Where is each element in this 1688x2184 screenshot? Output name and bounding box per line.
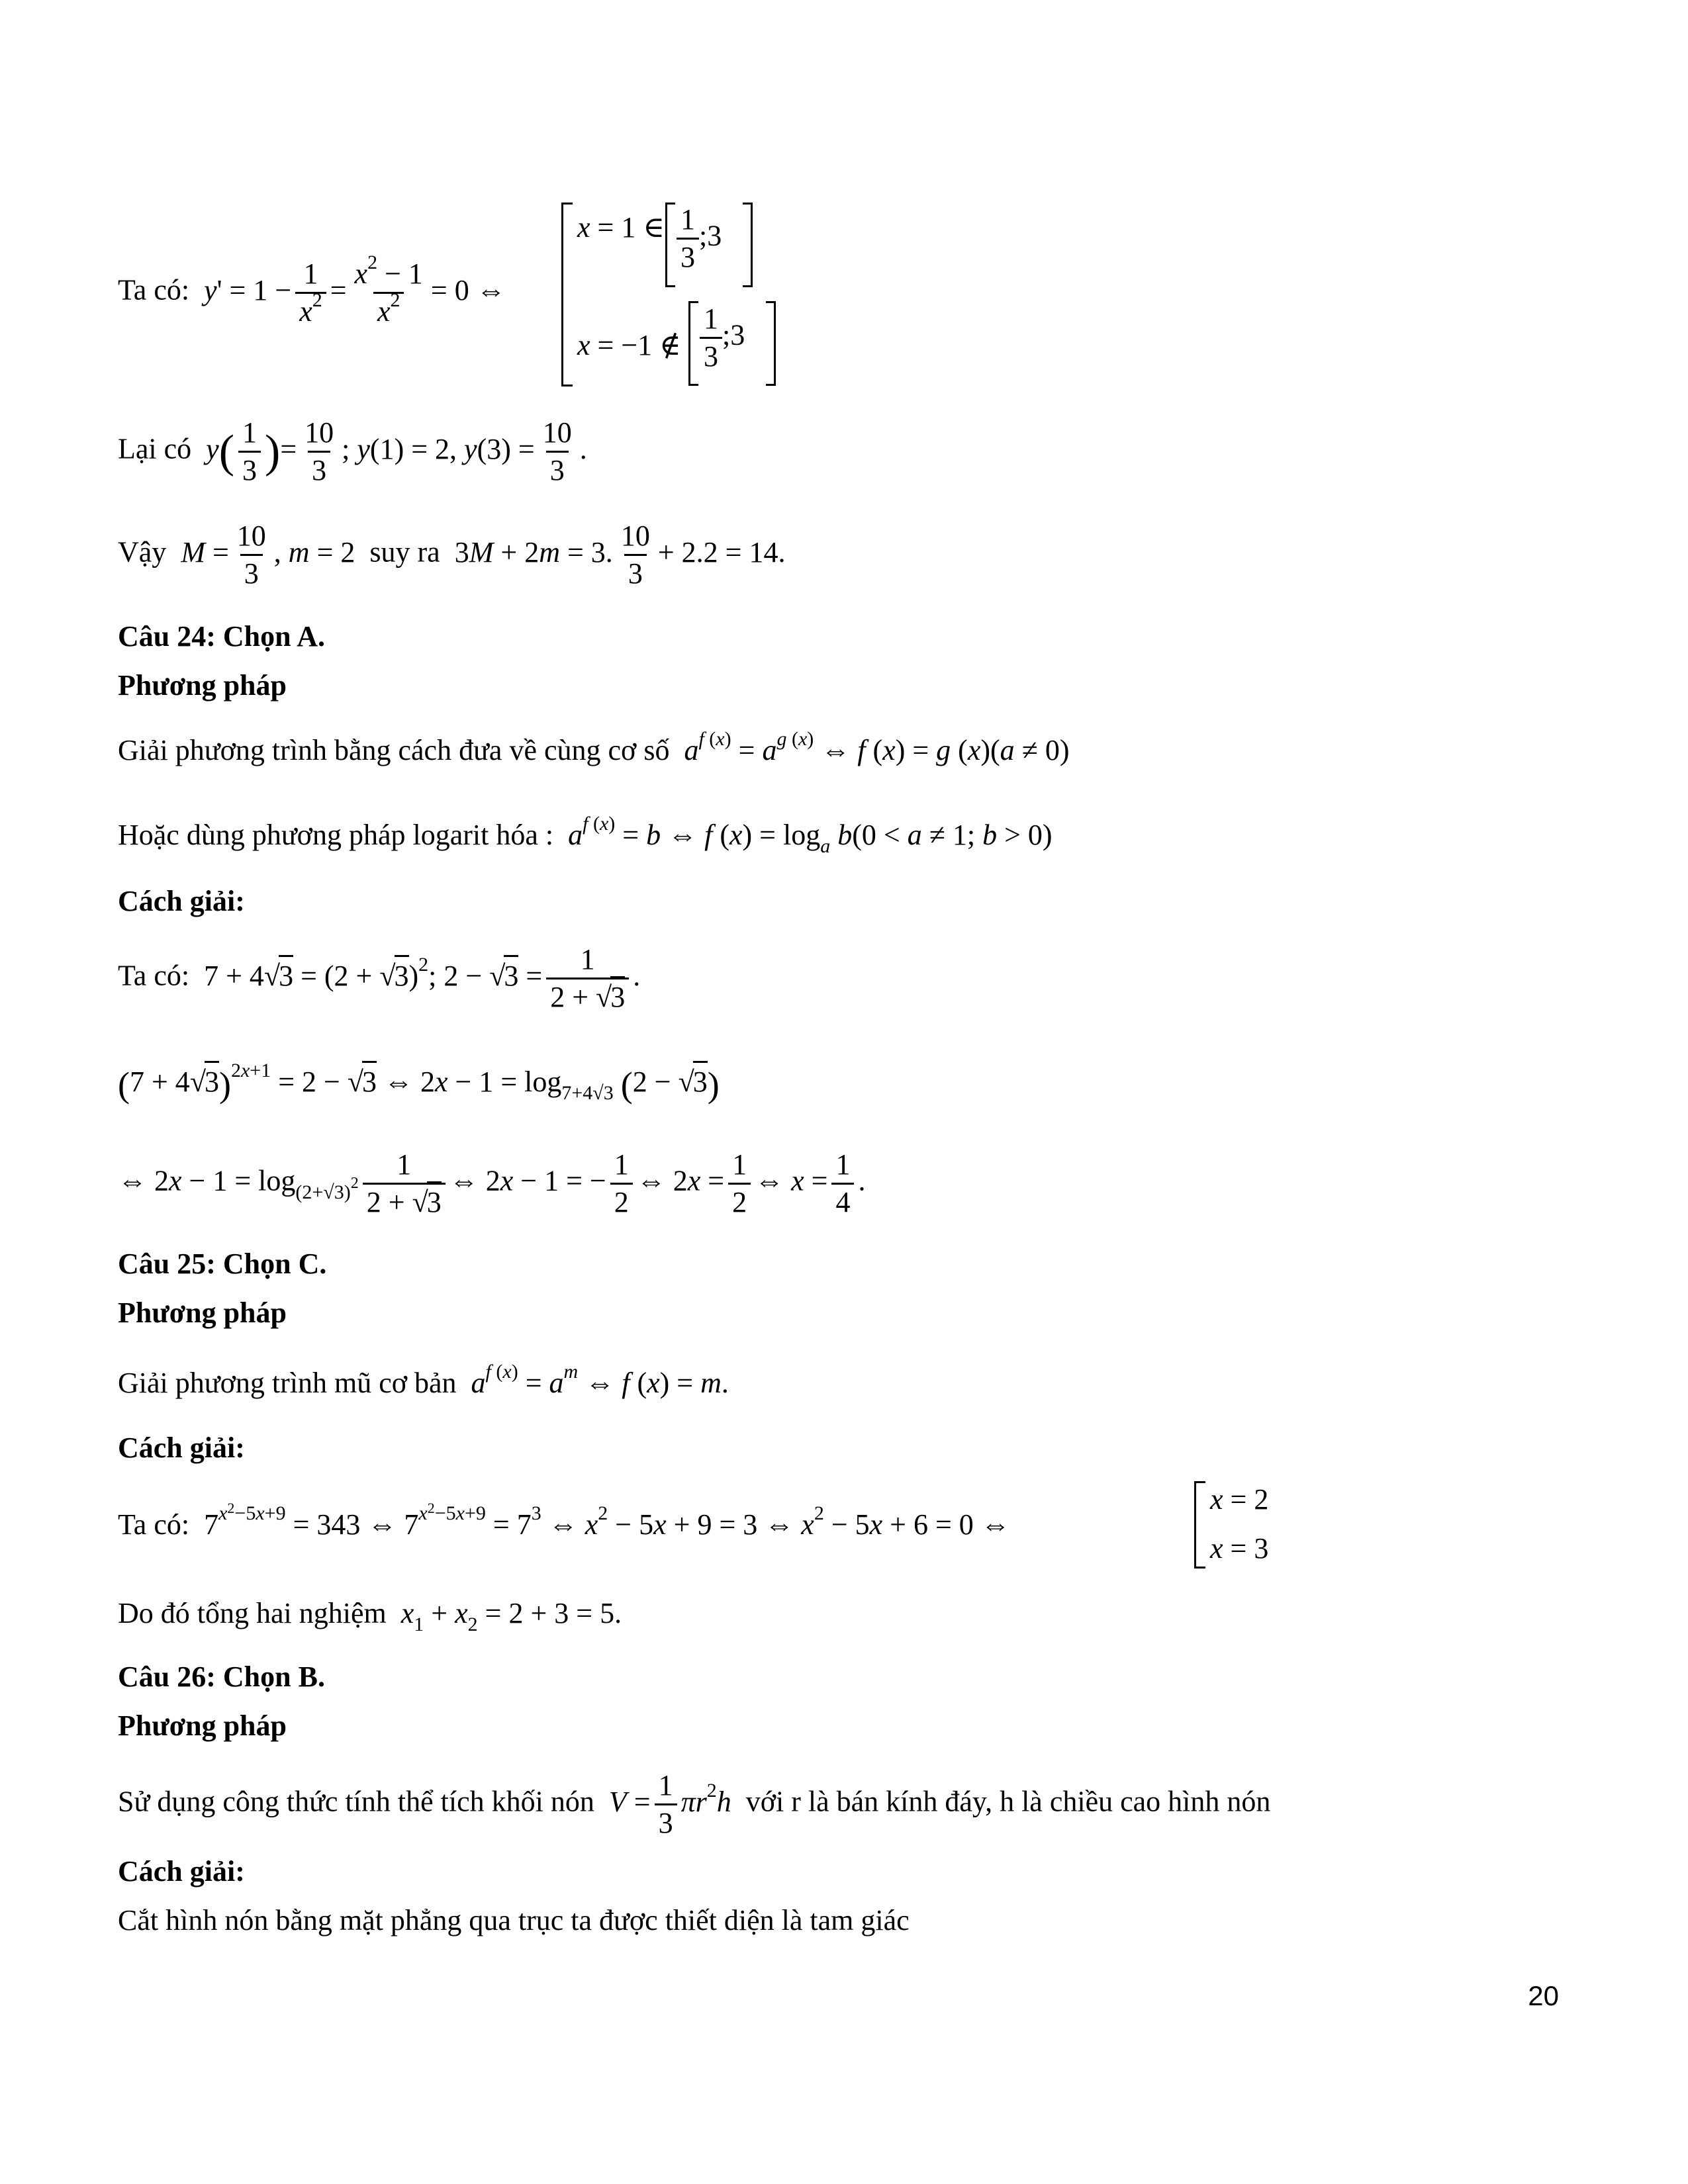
q25-solution-line [118, 1500, 1010, 1541]
q24-label-ta-co: Ta có: [118, 959, 190, 992]
q24-method-text-1: Giải phương trình bằng cách đưa về cùng cơ số [118, 734, 670, 766]
q25-solution-formula: $7^{x^2-5x+9} = 343$ ⇔ $7^{x^2-5x+9} = 7^3$ ⇔ $x^2 - 5x + 9 = 3$ ⇔ $x^2 - 5x + 6 = 0$ ⇔ [197, 1500, 1010, 1541]
q25-method-text: Giải phương trình mũ cơ bản [118, 1367, 457, 1399]
q26-solution-heading: Cách giải: [118, 1855, 245, 1888]
q23-derivative-line [118, 251, 506, 328]
q26-method-formula: V = $\frac{1}{3}$ $\pi r^2h$ [608, 1769, 731, 1839]
q23-values-line [118, 418, 587, 485]
q24-method-text-2: Hoặc dùng phương pháp logarit hóa : [118, 819, 554, 851]
q24-solution-line-3: ⇔ $2x - 1 = \log_{(2+√3)^2}$ $\frac{1}{2 + √3}$ ⇔ 2x − 1 = − $\frac{1}{2}$ ⇔ 2x = $\frac{1}{2}$ ⇔ x = $\frac{1}{4}$ . [118, 1148, 866, 1218]
q23-conclusion-line [118, 522, 785, 588]
q23-interval-1: $\frac{1}{3}$ ;3 [677, 205, 722, 272]
q23-derivative-formula: y' = 1 − $\frac{1}{x^2}$ = $\frac{x^2 - 1}{x^2}$ = 0 ⇔ [204, 251, 506, 328]
q23-conclusion-formula-1: M = $\frac{10}{3}$ , m = 2 [181, 520, 363, 590]
q24-method-line-2 [118, 813, 1053, 857]
q23-interval-2: $\frac{1}{3}$ ;3 [700, 304, 745, 371]
q23-case-2: x = −1 ∉ [577, 329, 681, 361]
q25-case-2: x = 3 [1210, 1532, 1269, 1565]
q26-method-heading: Phương pháp [118, 1709, 287, 1742]
q25-method-line [118, 1361, 729, 1399]
q24-method-formula-2: $a^{f (x)} = b$ ⇔ f $(x) = \log_a b(0 < a \ne 1$; b > 0) [568, 813, 1053, 857]
q25-heading: Câu 25: Chọn C. [118, 1248, 327, 1280]
q23-label-ta-co: Ta có: [118, 273, 190, 306]
q26-solution-text: Cắt hình nón bằng mặt phẳng qua trục ta được thiết diện là tam giác [118, 1904, 910, 1936]
q25-case-bracket [1194, 1481, 1205, 1569]
q24-method-heading: Phương pháp [118, 669, 287, 702]
q23-label-suy-ra: suy ra [369, 535, 440, 569]
q24-method-line-1 [118, 728, 1070, 766]
q25-conclusion-text: Do đó tổng hai nghiệm [118, 1597, 387, 1629]
q24-solution-heading: Cách giải: [118, 885, 245, 917]
q26-heading: Câu 26: Chọn B. [118, 1661, 325, 1693]
q23-case-1: x = 1 ∈ [577, 211, 665, 244]
q23-label-lai-co: Lại có [118, 432, 192, 465]
q25-conclusion-formula: $x_1 + x_2 = 2 + 3 = 5$. [400, 1597, 622, 1635]
q25-label-ta-co: Ta có: [118, 1508, 190, 1541]
q25-case-1: x = 2 [1210, 1483, 1269, 1516]
q24-solution-line-1 [118, 945, 640, 1012]
q25-method-formula: $a^{f (x)} = a^m$ ⇔ f (x) = m. [471, 1361, 729, 1399]
q25-solution-heading: Cách giải: [118, 1432, 245, 1464]
q23-interval-2-right [766, 301, 776, 386]
q23-values-formula: y( $\frac{1}{3}$ )= $\frac{10}{3}$ ; y(1) = 2, y(3) = $\frac{10}{3}$ . [206, 416, 587, 486]
q23-case-bracket [561, 203, 573, 387]
q23-label-vay: Vậy [118, 535, 167, 569]
page-number: 20 [1528, 1980, 1559, 2011]
q24-solution-formula-1: $7 + 4√3 = (2 + √3)^2$; 2 − √3 = $\frac{1}{2 + √3}$ . [197, 943, 641, 1013]
q25-method-heading: Phương pháp [118, 1297, 287, 1329]
q23-conclusion-formula-2: 3M + 2m = 3. $\frac{10}{3}$ + 2.2 = 14. [447, 520, 786, 590]
q25-conclusion-line [118, 1597, 622, 1635]
q24-method-formula-1: $a^{f (x)} = a^{g (x)}$ ⇔ f (x) = g (x)(a ≠ 0) [684, 728, 1070, 766]
q23-interval-2-left [688, 301, 698, 386]
q24-solution-line-2: $(7 + 4√3)^{2x+1} = 2 - √3$ ⇔ $2x - 1 = \log_{7+4√3} (2 - √3)$ [118, 1060, 720, 1105]
q23-interval-1-right [743, 203, 753, 287]
q26-method-text-post: với r là bán kính đáy, h là chiều cao hình nón [745, 1785, 1271, 1818]
q26-method-text-pre: Sử dụng công thức tính thể tích khối nón [118, 1785, 594, 1818]
q24-heading: Câu 24: Chọn A. [118, 620, 325, 653]
q23-interval-1-left [665, 203, 675, 287]
q26-method-line [118, 1771, 1270, 1838]
